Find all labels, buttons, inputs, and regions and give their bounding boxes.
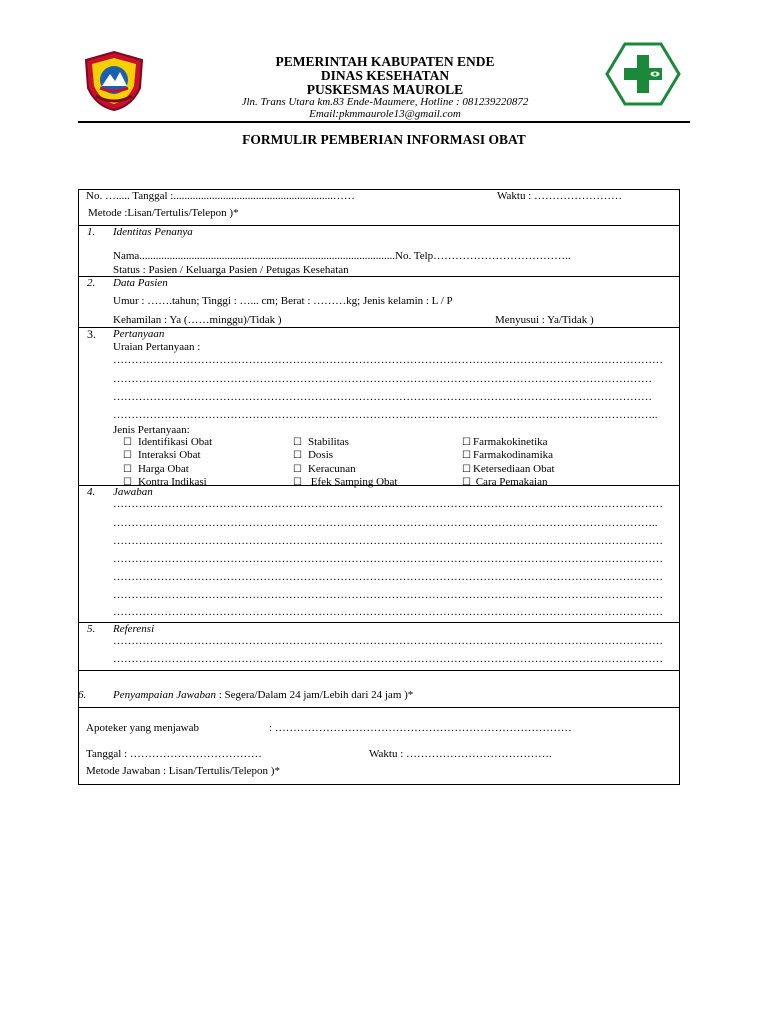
- checkbox-item[interactable]: [293, 449, 397, 462]
- checkbox-icon[interactable]: ☐: [462, 476, 471, 488]
- jawaban-line[interactable]: ……………………………………………………………………………………………………………………………………: [113, 606, 663, 618]
- checkbox-item[interactable]: [293, 476, 397, 489]
- checkbox-item[interactable]: [293, 463, 397, 476]
- checkbox-label: Kontra Indikasi: [137, 475, 207, 488]
- divider: [79, 327, 679, 328]
- checkbox-label: Harga Obat: [137, 462, 189, 475]
- checkbox-label: Stabilitas: [307, 436, 349, 448]
- puskesmas-logo: [605, 42, 681, 106]
- uraian-line[interactable]: ……………………………………………………………………………………………………………………………………: [113, 354, 663, 366]
- section2-number: 2.: [87, 277, 96, 289]
- checkbox-item[interactable]: [123, 463, 212, 476]
- checkbox-item[interactable]: [123, 436, 212, 449]
- section1-title: Identitas Penanya: [113, 226, 193, 238]
- section4-title: Jawaban: [113, 486, 153, 498]
- checkbox-icon[interactable]: ☐: [462, 463, 471, 475]
- referensi-line[interactable]: ……………………………………………………………………………………………………………………………………: [113, 653, 663, 665]
- umur-field[interactable]: Umur : …….tahun; Tinggi : …... cm; Berat : ………kg; Jenis kelamin : L / P: [113, 295, 453, 307]
- checkbox-label: Cara Pemakaian: [472, 475, 548, 488]
- section6-row: [113, 689, 413, 701]
- section3-title: Pertanyaan: [113, 328, 165, 340]
- regency-emblem-logo: [82, 50, 146, 112]
- no-tanggal-field[interactable]: No. …..... Tanggal :..........................................................……: [86, 190, 355, 202]
- kehamilan-field[interactable]: Kehamilan : Ya (……minggu)/Tidak ): [113, 314, 282, 326]
- nama-telp-field[interactable]: Nama.............................................................................................No. Telp………………………………..: [113, 250, 571, 262]
- section5-title: Referensi: [113, 623, 155, 635]
- jawaban-line[interactable]: ……………………………………………………………………………………………………………………………………: [113, 571, 663, 583]
- footer-waktu-field[interactable]: Waktu : ………………………………….: [369, 748, 552, 760]
- divider: [79, 670, 679, 671]
- jawaban-line[interactable]: ……………………………………………………………………………………………………………………………………: [113, 553, 663, 565]
- checkbox-label: Dosis: [307, 449, 334, 462]
- checkbox-item[interactable]: [123, 449, 212, 462]
- header-rule: [78, 121, 690, 123]
- divider: [79, 622, 679, 623]
- checkbox-label: Keracunan: [307, 462, 356, 475]
- section2-title: Data Pasien: [113, 277, 168, 289]
- checkbox-item[interactable]: [462, 476, 555, 489]
- form-table: [78, 189, 680, 785]
- checkbox-label: Ketersediaan Obat: [472, 462, 555, 475]
- divider: [79, 276, 679, 277]
- metode-field[interactable]: Metode :Lisan/Tertulis/Telepon )*: [88, 207, 239, 219]
- uraian-line[interactable]: …………………………………………………………………………………………………………………………………: [113, 373, 652, 385]
- checkbox-item[interactable]: [462, 463, 555, 476]
- checkbox-label: Farmakodinamika: [472, 449, 554, 462]
- header-department: DINAS KESEHATAN: [320, 68, 450, 83]
- section1-number: 1.: [87, 226, 96, 238]
- menyusui-field[interactable]: Menyusui : Ya/Tidak ): [495, 314, 594, 326]
- jenis-col1: [123, 436, 212, 489]
- uraian-line[interactable]: …………………………………………………………………………………………………………………………………: [113, 391, 652, 403]
- checkbox-label: Farmakokinetika: [472, 436, 548, 448]
- jenis-col2: [293, 436, 397, 489]
- header-government: PEMERINTAH KABUPATEN ENDE: [275, 54, 495, 69]
- header-email: Email:pkmmaurole13@gmail.com: [309, 108, 461, 120]
- jawaban-line[interactable]: ……………………………………………………………………………………………………………………………………: [113, 535, 663, 547]
- checkbox-label: Interaksi Obat: [137, 449, 201, 462]
- checkbox-icon[interactable]: ☐: [123, 437, 132, 448]
- checkbox-icon[interactable]: ☐: [123, 450, 132, 462]
- apoteker-field[interactable]: : ………………………………………………………………………: [269, 722, 572, 734]
- section5-number: 5.: [87, 623, 96, 635]
- jawaban-line[interactable]: …………………………………………………………………………………………………………………………………..: [113, 517, 658, 529]
- checkbox-icon[interactable]: ☐: [293, 476, 302, 488]
- metode-jawaban-field[interactable]: Metode Jawaban : Lisan/Tertulis/Telepon )*: [86, 765, 280, 777]
- checkbox-item[interactable]: [293, 436, 397, 449]
- jenis-col3: [462, 436, 555, 489]
- jawaban-line[interactable]: ……………………………………………………………………………………………………………………………………: [113, 498, 663, 510]
- checkbox-icon[interactable]: ☐: [293, 463, 302, 475]
- checkbox-icon[interactable]: ☐: [123, 463, 132, 475]
- checkbox-icon[interactable]: ☐: [293, 450, 302, 462]
- uraian-label: Uraian Pertanyaan :: [113, 341, 201, 353]
- divider: [79, 707, 679, 708]
- footer-tanggal-field[interactable]: Tanggal : ………………………………: [86, 748, 262, 760]
- checkbox-icon[interactable]: ☐: [293, 437, 302, 448]
- jawaban-line[interactable]: ……………………………………………………………………………………………………………………………………: [113, 589, 663, 601]
- checkbox-icon[interactable]: ☐: [123, 476, 132, 488]
- status-field[interactable]: Status : Pasien / Keluarga Pasien / Petugas Kesehatan: [113, 264, 349, 276]
- section4-number: 4.: [87, 486, 96, 498]
- section6-number: 6.: [78, 689, 87, 701]
- checkbox-icon[interactable]: ☐: [462, 450, 471, 462]
- waktu-field[interactable]: Waktu : ……………………: [497, 190, 622, 202]
- uraian-line[interactable]: …………………………………………………………………………………………………………………………………..: [113, 409, 658, 421]
- divider: [79, 485, 679, 486]
- apoteker-label: Apoteker yang menjawab: [86, 722, 200, 734]
- section3-number: 3.: [87, 327, 96, 341]
- jenis-pertanyaan-label: Jenis Pertanyaan:: [113, 424, 190, 436]
- form-title: FORMULIR PEMBERIAN INFORMASI OBAT: [242, 132, 526, 147]
- section6-title: Penyampaian Jawaban: [113, 689, 216, 701]
- checkbox-item[interactable]: [462, 436, 555, 449]
- checkbox-icon[interactable]: ☐: [462, 437, 471, 448]
- referensi-line[interactable]: ……………………………………………………………………………………………………………………………………: [113, 635, 663, 647]
- checkbox-label: Identifikasi Obat: [137, 436, 213, 448]
- checkbox-label: Efek Samping Obat: [307, 475, 398, 488]
- header-address: Jln. Trans Utara km.83 Ende-Maumere, Hotline : 081239220872: [241, 96, 529, 108]
- checkbox-item[interactable]: [462, 449, 555, 462]
- header-puskesmas: PUSKESMAS MAUROLE: [306, 82, 464, 97]
- penyampaian-options[interactable]: : Segera/Dalam 24 jam/Lebih dari 24 jam )*: [215, 689, 414, 701]
